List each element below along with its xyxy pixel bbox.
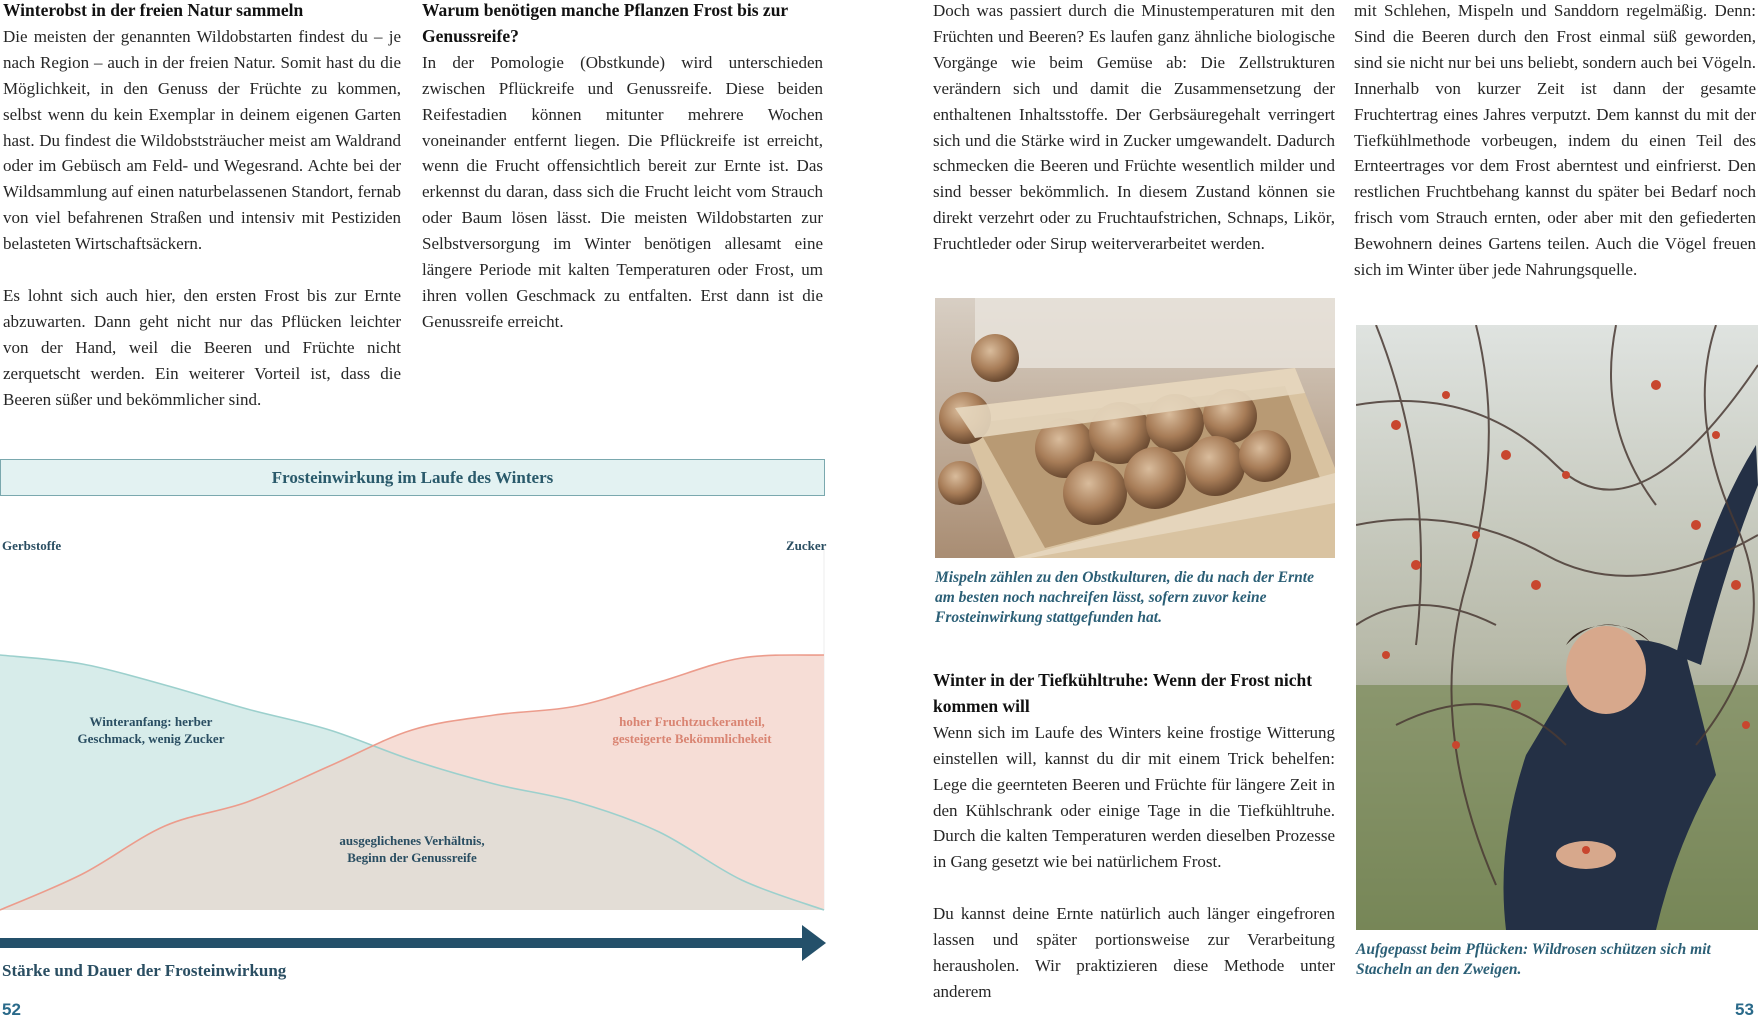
paragraph: Es lohnt sich auch hier, den ersten Frost bis zur Ernte abzuwarten. Dann geht nicht nur das Pflücken leichter von der Hand, weil die Beeren und Früchte nicht zerquetscht werden. Ein weiterer Vorteil ist, dass die Beeren süßer und bekömmlicher sind. bbox=[3, 286, 401, 409]
paragraph: mit Schlehen, Mispeln und Sanddorn regelmäßig. Denn: Sind die Beeren durch den Frost einmal süß geworden, sind sie nicht nur bei uns beliebt, sondern auch bei Vögeln. Innerhalb von kurzer Zeit ist dann der gesamte Fruchtertrag eines Jahres verputzt. Dem kannst du mit der Tiefkühlmethode vorbeugen, indem du einen Teil des Ernteertrages vor dem Frost aberntest und einfrierst. Den restlichen Fruchtbehang kannst du später bei Bedarf noch frisch vom Strauch ernten, oder aber mit den gefiederten Bewohnern deines Gartens teilen. Auch die Vögel freuen sich im Winter über jede Nahrungsquelle. bbox=[1354, 1, 1756, 280]
x-axis-label: Stärke und Dauer der Frosteinwirkung bbox=[2, 961, 287, 980]
column-4 bbox=[1354, 0, 1756, 283]
section-heading: Winterobst in der freien Natur sammeln bbox=[3, 0, 304, 20]
annotation-left-line1: Winteranfang: herber bbox=[89, 714, 213, 729]
medlar-basket-image bbox=[935, 298, 1335, 558]
chart-title: Frosteinwirkung im Laufe des Winters bbox=[271, 467, 554, 487]
annotation-right-line2: gesteigerte Bekömmlichekeit bbox=[612, 731, 772, 746]
axis-label-sugar: Zucker bbox=[786, 538, 827, 553]
page-number-left: 52 bbox=[2, 1000, 21, 1019]
column-3-lower bbox=[933, 668, 1335, 1005]
section-heading: Warum benötigen manche Pflanzen Frost bis zur Genussreife? bbox=[422, 0, 788, 46]
photo-caption-medlar: Mispeln zählen zu den Obstkulturen, die du nach der Ernte am besten noch nachreifen lässt, sofern zuvor keine Frosteinwirkung stattgefunden hat. bbox=[935, 569, 1314, 626]
paragraph: Du kannst deine Ernte natürlich auch länger eingefroren lassen und später portionsweise zur Verarbeitung herausholen. Wir praktizieren diese Methode unter anderem bbox=[933, 904, 1335, 1001]
frost-chart bbox=[0, 550, 830, 970]
column-1 bbox=[3, 0, 401, 413]
medlar-basket-photo bbox=[935, 298, 1335, 558]
annotation-right-line1: hoher Fruchtzuckeranteil, bbox=[619, 714, 765, 729]
column-3 bbox=[933, 0, 1335, 257]
wild-rose-picking-photo bbox=[1356, 325, 1758, 930]
paragraph: Doch was passiert durch die Minustemperaturen mit den Früchten und Beeren? Es laufen ganz ähnliche biologische Vorgänge wie beim Gemüse ab: Die Zellstrukturen verändern sich und damit die Zusammensetzung der enthaltenen Inhaltsstoffe. Der Gerbsäuregehalt verringert sich und die Stärke wird in Zucker umgewandelt. Dadurch schmecken die Beeren und Früchte wesentlich milder und sind besser bekömmlich. In diesem Zustand können sie direkt verzehrt oder zu Fruchtaufstrichen, Schnaps, Likör, Fruchtleder oder Sirup weiterverarbeitet werden. bbox=[933, 1, 1335, 254]
wild-rose-picking-image bbox=[1356, 325, 1758, 930]
arrow-shaft bbox=[0, 938, 808, 948]
paragraph: In der Pomologie (Obstkunde) wird unterschieden zwischen Pflückreife und Genussreife. Diese beiden Reifestadien können mitunter mehrere Wochen voneinander entfernt liegen. Die Pflückreife ist erreicht, wenn die Frucht offensichtlich bereit zur Ernte ist. Das erkennst du daran, dass sich die Frucht leicht vom Strauch oder Baum lösen lässt. Die meisten Wildobstarten zur Selbstversorgung im Winter benötigen allesamt eine längere Periode mit kalten Temperaturen oder Frost, um ihren vollen Geschmack zu entfalten. Erst dann ist die Genussreife erreicht. bbox=[422, 52, 823, 331]
arrow-head bbox=[802, 925, 826, 961]
paragraph: Wenn sich im Laufe des Winters keine frostige Witterung einstellen will, kannst du dir mit einem Trick behelfen: Lege die geernteten Beeren und Früchte für längere Zeit in den Kühlschrank oder einige Tage in die Tiefkühltruhe. Durch die kalten Temperaturen werden dieselben Prozesse in Gang gesetzt wie bei natürlichem Frost. bbox=[933, 722, 1335, 872]
paragraph: Die meisten der genannten Wildobstarten findest du – je nach Region – auch in der freien Natur. Somit hast du die Möglichkeit, in den Genuss der Früchte zu kommen, selbst wenn du kein Exemplar in deinem eigenen Garten hast. Du findest die Wildobststräucher meist am Waldrand oder im Gebüsch am Feld- und Wegesrand. Achte bei der Wildsammlung auf einen naturbelassenen Standort, fernab von viel befahrenen Straßen und intensiv mit Pestiziden belasteten Wirtschaftsäckern. bbox=[3, 26, 401, 254]
axis-label-tannins: Gerbstoffe bbox=[2, 538, 62, 553]
column-2 bbox=[422, 0, 823, 335]
annotation-left-line2: Geschmack, wenig Zucker bbox=[77, 731, 225, 746]
chart-title-box bbox=[0, 459, 825, 496]
annotation-mid-line2: Beginn der Genussreife bbox=[347, 850, 477, 865]
section-heading: Winter in der Tiefkühltruhe: Wenn der Frost nicht kommen will bbox=[933, 670, 1313, 716]
photo-caption-wild-rose: Aufgepasst beim Pflücken: Wildrosen schützen sich mit Stacheln an den Zweigen. bbox=[1356, 941, 1711, 978]
page-number-right: 53 bbox=[1735, 1000, 1754, 1019]
frost-arrow bbox=[0, 925, 826, 961]
annotation-mid-line1: ausgeglichenes Verhältnis, bbox=[339, 833, 485, 848]
